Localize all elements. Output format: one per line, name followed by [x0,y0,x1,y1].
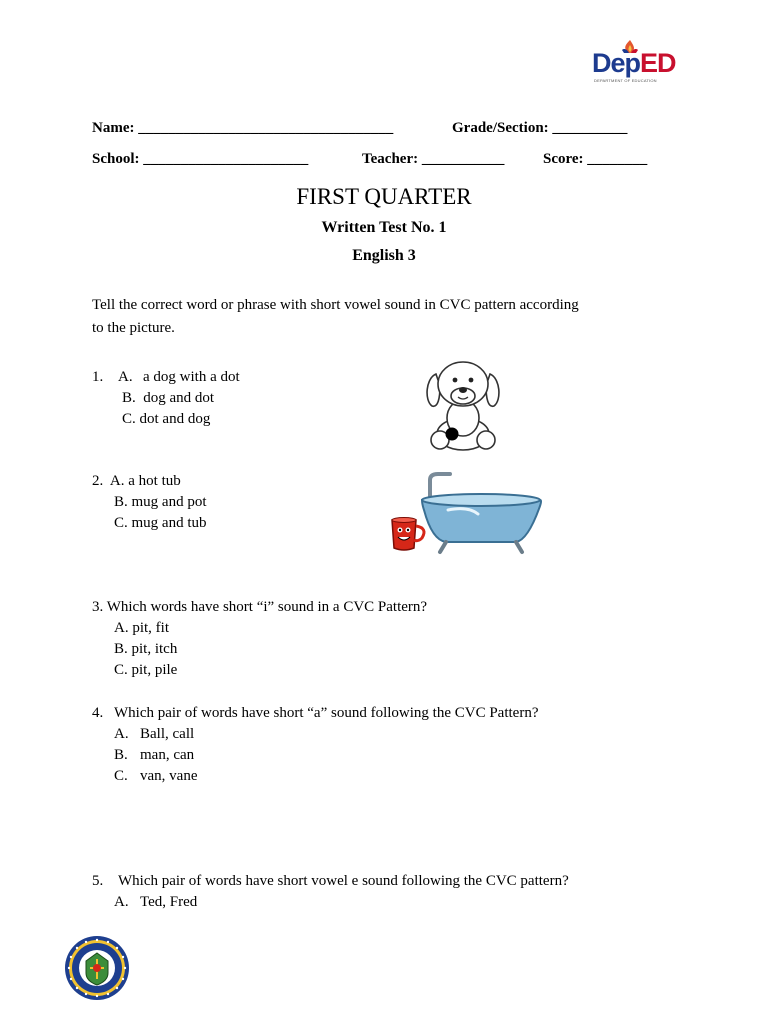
q1-number: 1. [92,369,104,385]
deped-logo [592,40,688,90]
teacher-field: Teacher: ___________ [362,151,505,167]
logo-subtitle: DEPARTMENT OF EDUCATION [594,78,657,83]
test-title: Written Test No. 1 [321,219,447,236]
score-field: Score: ________ [543,151,648,167]
q4-option-b-letter: B. [114,747,128,763]
subject-title: English 3 [352,247,416,264]
q3-option-c: C. pit, pile [114,662,178,678]
logo-text-ed: ED [640,48,676,78]
school-seal-icon [64,935,130,1001]
q4-option-a-letter: A. [114,726,129,742]
q5-option-a-letter: A. [114,894,129,910]
quarter-title: FIRST QUARTER [296,184,472,209]
q1-option-a-text: a dog with a dot [143,369,240,385]
q1-option-c: C. dot and dog [122,411,211,427]
q2-option-c: C. mug and tub [114,515,207,531]
logo-text-dep: Dep [592,48,641,78]
q5-option-a-text: Ted, Fred [140,894,198,910]
grade-section-field: Grade/Section: __________ [452,120,628,136]
school-field: School: ______________________ [92,151,309,167]
instructions-line-1: Tell the correct word or phrase with short vowel sound in CVC pattern according [92,297,579,313]
q4-option-b-text: man, can [140,747,195,763]
q4-option-c-text: van, vane [140,768,198,784]
q3-option-b: B. pit, itch [114,641,178,657]
dog-with-dot-icon [424,358,502,452]
q4-number: 4. [92,705,104,721]
q4-stem: Which pair of words have short “a” sound following the CVC Pattern? [114,705,539,721]
q4-option-c-letter: C. [114,768,128,784]
instructions-line-2: to the picture. [92,320,175,336]
name-field: Name: __________________________________ [92,120,394,136]
mug-and-bathtub-icon [388,470,544,556]
logo-wordmark [592,48,676,78]
q1-option-b: B. dog and dot [122,390,215,406]
q4-option-a-text: Ball, call [140,726,195,742]
q5-stem: Which pair of words have short vowel e sound following the CVC pattern? [118,873,569,889]
q5-number: 5. [92,873,104,889]
q3-stem: 3. Which words have short “i” sound in a CVC Pattern? [92,599,428,615]
q2-option-a: 2. A. a hot tub [92,473,181,489]
q1-option-a-letter: A. [118,369,133,385]
q2-option-b: B. mug and pot [114,494,207,510]
q3-option-a: A. pit, fit [114,620,169,636]
